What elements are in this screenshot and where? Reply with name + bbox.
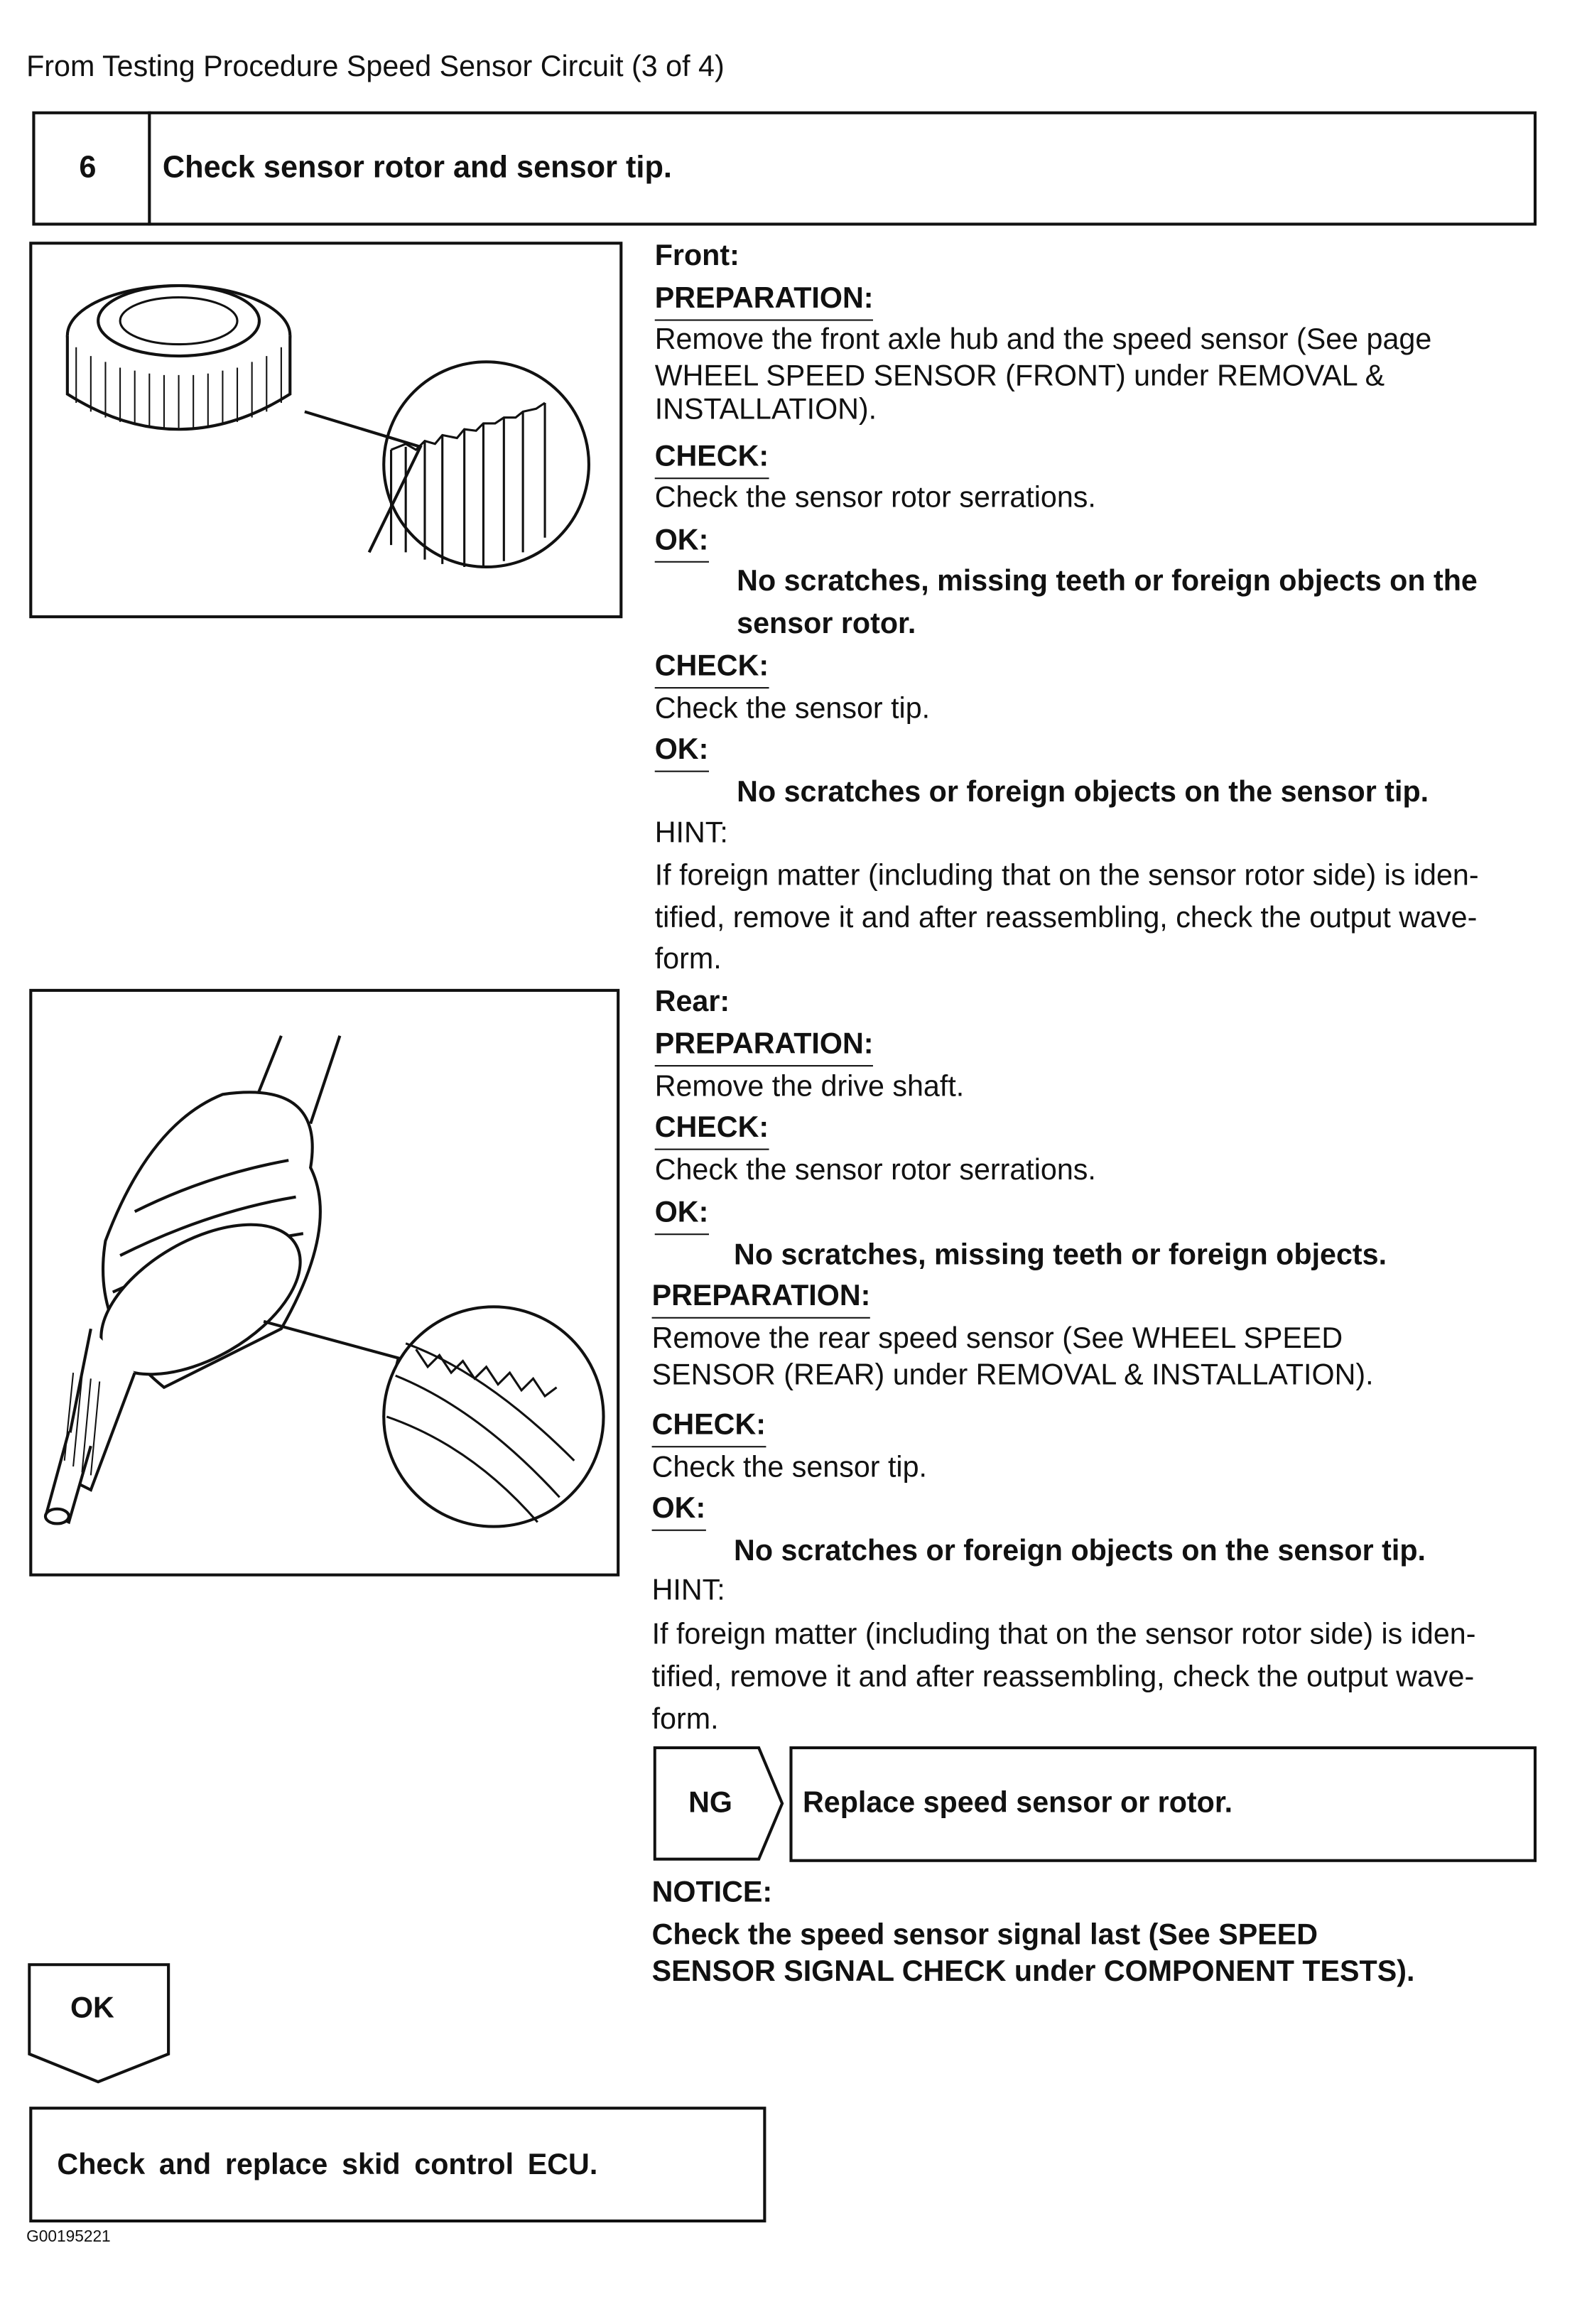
rear-ok1-text: No scratches, missing teeth or foreign objects.: [734, 1239, 1387, 1272]
front-prep-label: PREPARATION:: [655, 281, 874, 316]
rear-prep1-text: Remove the drive shaft.: [654, 1071, 965, 1103]
ok-label: OK: [70, 1992, 114, 2025]
notice-label: NOTICE:: [651, 1876, 773, 1909]
driveshaft-rotor-drawing: [32, 992, 615, 1572]
rear-prep2-line: Remove the rear speed sensor (See WHEEL SPEED: [651, 1322, 1343, 1356]
step-title: Check sensor rotor and sensor tip.: [162, 151, 672, 185]
rear-check1-label: CHECK:: [655, 1110, 769, 1145]
rear-ok1-label: OK:: [655, 1196, 709, 1231]
ok-action-text: Check and replace skid control ECU.: [57, 2149, 598, 2182]
gear-rotor-drawing: [32, 244, 618, 614]
rear-hint-line: form.: [651, 1704, 719, 1736]
front-hint-label: HINT:: [654, 817, 728, 850]
front-prep-line: Remove the front axle hub and the speed sensor (See page: [654, 323, 1432, 357]
rear-driveshaft-illustration: [29, 989, 619, 1577]
rear-hint-label: HINT:: [651, 1574, 725, 1608]
rear-ok2-text: No scratches or foreign objects on the sensor tip.: [734, 1535, 1426, 1568]
front-ok2-text: No scratches or foreign objects on the sensor tip.: [737, 776, 1429, 809]
notice-line: SENSOR SIGNAL CHECK under COMPONENT TESTS).: [651, 1955, 1415, 1989]
front-prep-line: INSTALLATION).: [654, 394, 877, 427]
rear-prep1-label: PREPARATION:: [655, 1027, 874, 1061]
notice-line: Check the speed sensor signal last (See SPEED: [651, 1919, 1318, 1952]
rear-check1-text: Check the sensor rotor serrations.: [654, 1154, 1096, 1187]
rear-check2-label: CHECK:: [652, 1408, 766, 1443]
front-hint-line: If foreign matter (including that on the sensor rotor side) is iden-: [654, 860, 1479, 892]
front-ok1-line: No scratches, missing teeth or foreign objects on the: [737, 565, 1478, 598]
front-rotor-illustration: [29, 242, 622, 618]
front-hint-line: form.: [654, 943, 722, 976]
step-divider: [148, 112, 151, 226]
ng-label: NG: [688, 1787, 732, 1820]
rear-hint-line: If foreign matter (including that on the sensor rotor side) is iden-: [651, 1618, 1476, 1651]
rear-hint-line: tified, remove it and after reassembling, check the output wave-: [651, 1661, 1475, 1694]
front-check1-label: CHECK:: [655, 440, 769, 475]
front-check2-label: CHECK:: [655, 649, 769, 683]
front-check1-text: Check the sensor rotor serrations.: [654, 482, 1096, 514]
front-label: Front:: [654, 240, 739, 273]
ng-action-text: Replace speed sensor or rotor.: [802, 1787, 1233, 1820]
front-hint-line: tified, remove it and after reassembling, check the output wave-: [654, 902, 1478, 935]
page-header: From Testing Procedure Speed Sensor Circuit (3 of 4): [26, 51, 725, 84]
front-ok1-label: OK:: [655, 523, 709, 558]
rear-prep2-label: PREPARATION:: [652, 1279, 871, 1314]
front-ok2-label: OK:: [655, 733, 709, 767]
front-check2-text: Check the sensor tip.: [654, 693, 931, 725]
rear-ok2-label: OK:: [652, 1491, 706, 1526]
rear-prep2-line: SENSOR (REAR) under REMOVAL & INSTALLATION).: [651, 1359, 1374, 1392]
front-prep-line: WHEEL SPEED SENSOR (FRONT) under REMOVAL &: [654, 360, 1385, 393]
rear-label: Rear:: [654, 985, 730, 1019]
step-number: 6: [79, 151, 97, 185]
figure-id: G00195221: [26, 2228, 111, 2247]
front-ok1-line: sensor rotor.: [737, 607, 916, 641]
rear-check2-text: Check the sensor tip.: [651, 1452, 927, 1484]
